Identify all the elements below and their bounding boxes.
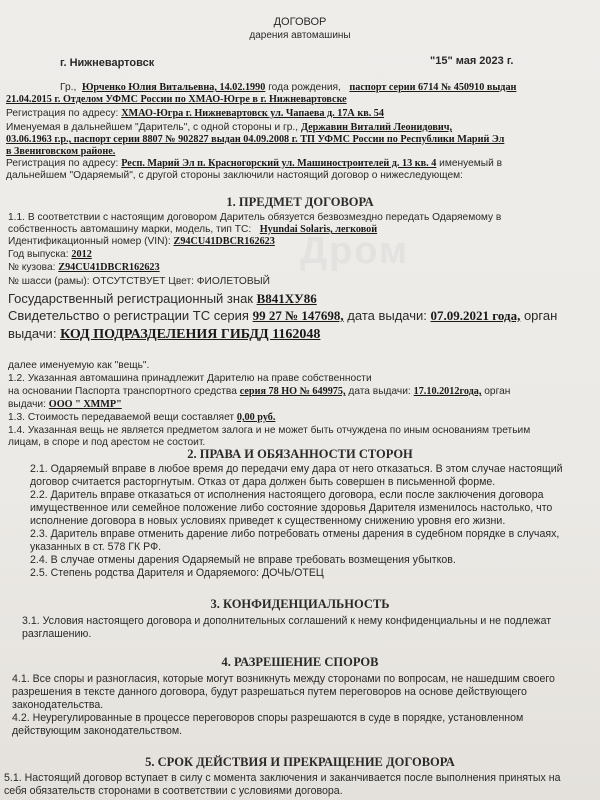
section-1-heading: 1. ПРЕДМЕТ ДОГОВОРА: [226, 195, 374, 209]
city: г. Нижневартовск: [60, 57, 155, 69]
s1-cert-issued: выдачи: КОД ПОДРАЗДЕЛЕНИЯ ГИБДД 1162048: [8, 326, 321, 342]
intro-line-4: Именуемая в дальнейшем "Даритель", с одной стороны и гр., Державин Виталий Леонидович,: [6, 122, 453, 133]
s1-reg-plate: Государственный регистрационный знак В841ХУ86: [8, 291, 317, 306]
s2-line: исполнение договора в новых условиях приведет к существенному снижению уровня его жизни.: [30, 515, 506, 527]
doc-subtitle: дарения автомашины: [249, 30, 351, 41]
doc-title: ДОГОВОР: [273, 16, 327, 28]
s1-p14-line-2: лицам, в споре и под арестом не состоит.: [8, 437, 206, 448]
car-model: Hyundai Solaris, легковой: [259, 224, 378, 235]
s4-line: 4.2. Неурегулированные в процессе переговоров споры разрешаются в суде в порядке, установленном: [12, 712, 524, 724]
section-3-heading: 3. КОНФИДЕНЦИАЛЬНОСТЬ: [210, 597, 390, 611]
s1-p14-line-1: 1.4. Указанная вещь не является предметом залога и не может быть отчуждена по иным основаниям третьим: [8, 425, 531, 436]
s1-p12-line-1: 1.2. Указанная автомашина принадлежит Дарителю на праве собственности: [8, 373, 372, 384]
intro-line-2: 21.04.2015 г. Отделом УФМС России по ХМАО-Югре в г. Нижневартовске: [6, 94, 347, 105]
s1-p13: 1.3. Стоимость передаваемой вещи составляет 0,00 руб.: [8, 412, 276, 423]
s1-year: Год выпуска: 2012: [8, 249, 92, 260]
s2-line: договор считается расторгнутым. Отказ от дара должен быть совершен в письменной форме.: [30, 476, 496, 488]
s1-line-1: 1.1. В соответствии с настоящим договором Даритель обязуется безвозмездно передать Одаряемому в: [8, 212, 502, 223]
s1-cert: Свидетельство о регистрации ТС серия 99 27 № 147698, дата выдачи: 07.09.2021 года, орган: [8, 308, 558, 323]
intro-line-1: Гр., Юрченко Юлия Витальевна, 14.02.1990 года рождения, паспорт серии 6714 № 450910 выдан: [60, 82, 517, 93]
section-4-heading: 4. РАЗРЕШЕНИЕ СПОРОВ: [221, 655, 379, 669]
intro-line-3: Регистрация по адресу: ХМАО-Югра г. Нижневартовск ул. Чапаева д. 17А кв. 54: [6, 108, 384, 119]
intro-line-7: Регистрация по адресу: Респ. Марий Эл п. Красногорский ул. Машиностроителей д. 13 кв. 4 именуемый в: [6, 158, 503, 169]
s2-line: 2.3. Даритель вправе отменить дарение либо потребовать отмены дарения в судебном порядке в случаях,: [30, 528, 560, 540]
s2-line: 2.4. В случае отмены дарения Одаряемый не вправе требовать возмещения убытков.: [30, 554, 456, 566]
s1-thing: далее именуемую как "вещь".: [8, 360, 150, 371]
watermark: Дром: [300, 230, 410, 272]
s5-line: 5.1. Настоящий договор вступает в силу с момента заключения и заканчивается после выполнения принятых на: [4, 772, 561, 784]
intro-line-6: в Звениговском районе.: [6, 146, 116, 157]
intro-line-5: 03.06.1963 г.р., паспорт серии 8807 № 902827 выдан 04.09.2008 г. ТП УФМС России по Республики Марий Эл: [6, 134, 505, 145]
s2-line: 2.5. Степень родства Дарителя и Одаряемого: ДОЧЬ/ОТЕЦ: [30, 567, 324, 579]
s3-line: разглашению.: [22, 628, 92, 640]
s2-line: указанных в ст. 578 ГК РФ.: [30, 541, 162, 553]
section-5-heading: 5. СРОК ДЕЙСТВИЯ И ПРЕКРАЩЕНИЕ ДОГОВОРА: [145, 755, 455, 769]
s1-p12-line-2: на основании Паспорта транспортного средства серия 78 НО № 649975, дата выдачи: 17.10.2012года, орган: [8, 386, 511, 397]
section-2-heading: 2. ПРАВА И ОБЯЗАННОСТИ СТОРОН: [187, 447, 413, 461]
s1-body: № кузова: Z94CU41DBCR162623: [8, 262, 160, 273]
s5-line: себя обязательств сторонами в соответствии с условиями договора.: [4, 785, 343, 797]
s1-chassis: № шасси (рамы): ОТСУТСТВУЕТ Цвет: ФИОЛЕТОВЫЙ: [8, 276, 270, 287]
contract-date: "15" мая 2023 г.: [430, 55, 514, 67]
s4-line: законодательства.: [12, 699, 104, 711]
s4-line: действующим законодательством.: [12, 725, 183, 737]
intro-line-8: дальнейшем "Одаряемый", с другой стороны заключили настоящий договор о нижеследующем:: [6, 170, 463, 181]
s1-p12-line-3: выдачи: ООО " ХММР": [8, 399, 122, 410]
s3-line: 3.1. Условия настоящего договора и дополнительных соглашений к нему конфиденциальны и не подлежат: [22, 615, 552, 627]
s2-line: 2.1. Одаряемый вправе в любое время до передачи ему дара от него отказаться. В этом случае настоящий: [30, 463, 563, 475]
s2-line: 2.2. Даритель вправе отказаться от исполнения настоящего договора, если после заключения договора: [30, 489, 544, 501]
s1-vin: Идентификационный номер (VIN): Z94CU41DBCR162623: [8, 236, 275, 247]
s1-line-2: собственность автомашину марки, модель, тип ТС: Hyundai Solaris, легковой: [8, 224, 378, 235]
s2-line: имущественное или семейное положение либо состояние здоровья Дарителя изменилось настолько, что: [30, 502, 553, 514]
s4-line: разрешения в тексте данного договора, будут разрешаться путем переговоров на основе действующего: [12, 686, 527, 698]
s4-line: 4.1. Все споры и разногласия, которые могут возникнуть между сторонами по вопросам, не нашедшим своего: [12, 673, 555, 685]
